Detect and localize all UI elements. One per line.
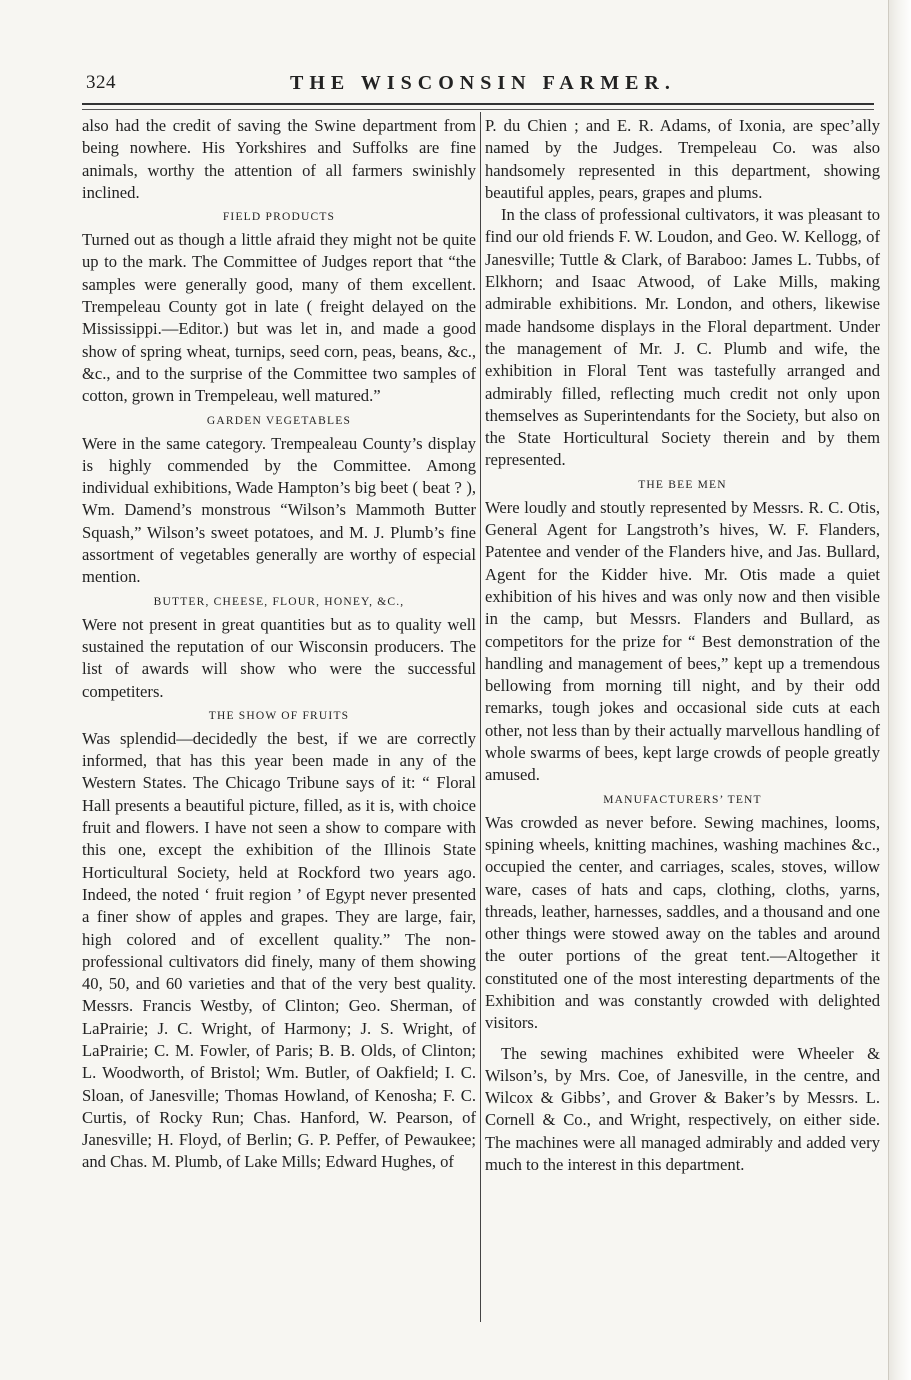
- header-rule: [82, 103, 874, 105]
- heading-show-of-fruits: THE SHOW OF FRUITS: [208, 709, 350, 722]
- heading-manufacturers-tent: MANUFACTURERS’ TENT: [603, 793, 762, 806]
- running-title: THE WISCONSIN FARMER.: [290, 72, 676, 94]
- heading-butter-cheese: BUTTER, CHEESE, FLOUR, HONEY, &C.,: [153, 595, 405, 608]
- page-header: [86, 72, 876, 102]
- paragraph-garden-vegetables: Were in the same category. Trempealeau County’s display is highly commended by the Committee. Among individual exhibitions, Wade Hampton’s big beet ( beat ? ), Wm. Damend’s monstrous “Wilson’s Mammoth Butter Squash,” Wilson’s sweet potatoes, and M. J. Plumb’s fine assortment of vegetables generally are worthy of especial mention.: [82, 433, 476, 587]
- right-column: [485, 115, 880, 1176]
- paragraph-show-of-fruits: Was splendid—decidedly the best, if we are correctly informed, that has this year been made in any of the Western States. The Chicago Tribune says of it: “ Floral Hall presents a beautiful picture, filled, as it is, with choice fruit and flowers. I have not seen a show to compare with this one, except the exhibition of the Illinois State Horticultural Society, held at Rockford two years ago. Indeed, the noted ‘ fruit region ’ of Egypt never presented a finer show of apples and grapes. They are large, fair, high colored and of excellent quality.” The non-professional cultivators did finely, many of them showing 40, 50, and 60 varieties and that of the very best quality. Messrs. Francis Westby, of Clinton; Geo. Sherman, of LaPrairie; J. C. Wright, of Harmony; J. S. Wright, of LaPrairie; C. M. Fowler, of Paris; B. B. Olds, of Clinton; L. Woodworth, of Bristol; Wm. Butler, of Oakfield; I. C. Sloan, of Janesville; Thomas Howland, of Kenosha; F. C. Curtis, of Rocky Run; Chas. Hanford, W. Pearson, of Janesville; H. Floyd, of Berlin; G. P. Peffer, of Pewaukee; and Chas. M. Plumb, of Lake Mills; Edward Hughes, of: [82, 728, 476, 1172]
- page-edge: [888, 0, 911, 1380]
- column-divider: [480, 112, 481, 1322]
- paragraph-fruit-continued: P. du Chien ; and E. R. Adams, of Ixonia, are spec’ally named by the Judges. Trempeleau Co. was also handsomely represented in this department, showing beautiful apples, pears, grapes and plums.: [485, 116, 880, 202]
- heading-field-products: FIELD PRODUCTS: [222, 211, 336, 224]
- paragraph-swine: also had the credit of saving the Swine department from being nowhere. His Yorkshires and Suffolks are fine animals, worthy the attention of all farmers swinishly inclined.: [82, 116, 476, 202]
- page-number: 324: [86, 72, 116, 93]
- paragraph-professional-cultivators: In the class of professional cultivators, it was pleasant to find our old friends F. W. Loudon, and Geo. W. Kellogg, of Janesville; Tuttle & Clark, of Baraboo: James L. Tubbs, of Elkhorn; and Isaac Atwood, of Lake Mills, making admirable exhibitions. Mr. London, and others, likewise made handsome displays in the Floral department. Under the management of Mr. J. C. Plumb and wife, the exhibition in Floral Tent was tastefully arranged and admirably filled, reflecting much credit not only upon themselves as Superintendants for the Society, but also on the State Horticultural Society therein and by them represented.: [485, 205, 880, 470]
- left-column: [82, 115, 476, 1174]
- heading-bee-men: THE BEE MEN: [638, 478, 727, 491]
- paragraph-field-products: Turned out as though a little afraid they might not be quite up to the mark. The Committee of Judges report that “the samples were generally good, many of them excellent. Trempeleau County got in late ( freight delayed on the Mississippi.—Editor.) but was let in, and made a good show of spring wheat, turnips, seed corn, peas, beans, &c., &c., and to the surprise of the Committee two samples of cotton, grown in Trempeleau, well matured.”: [82, 230, 476, 406]
- header-rule-thin: [82, 109, 874, 110]
- paragraph-bee-men: Were loudly and stoutly represented by Messrs. R. C. Otis, General Agent for Langstroth’s hives, W. F. Flanders, Patentee and vender of the Flanders hive, and Jas. Bullard, Agent for the Kidder hive. Mr. Otis made a quiet exhibition of his hives and was only now and then visible in the camp, but Messrs. Flanders and Bullard, as competitors for the prize for “ Best demonstration of the handling and management of bees,” kept up a tremendous bellowing from morning till night, and by their odd remarks, tough jokes and occasional side cuts at each other, not less than by their actually marvellous handling of whole swarms of bees, kept large crowds of people greatly amused.: [485, 497, 880, 785]
- paragraph-manufacturers-tent: Was crowded as never before. Sewing machines, looms, spining wheels, knitting machines, washing machines &c., occupied the center, and carriages, scales, stoves, willow ware, cases of hats and caps, clothing, cloths, yarns, threads, leather, harnesses, saddles, and a thousand and one other things were stowed away on the tables and around the outer portions of the great tent.—Altogether it constituted one of the most interesting departments of the Exhibition and was constantly crowded with delighted visitors.: [485, 812, 880, 1033]
- paragraph-gap: [485, 1035, 880, 1043]
- paragraph-butter-cheese: Were not present in great quantities but as to quality well sustained the reputation of our Wisconsin producers. The list of awards will show who were the successful competiters.: [82, 614, 476, 701]
- heading-garden-vegetables: GARDEN VEGETABLES: [206, 414, 352, 427]
- paragraph-sewing-machines: The sewing machines exhibited were Wheeler & Wilson’s, by Mrs. Coe, of Janesville, in the centre, and Wilcox & Gibbs’, and Grover & Baker’s by Messrs. L. Cornell & Co., and Wright, respectively, on either side. The machines were all managed admirably and added very much to the interest in this department.: [485, 1043, 880, 1175]
